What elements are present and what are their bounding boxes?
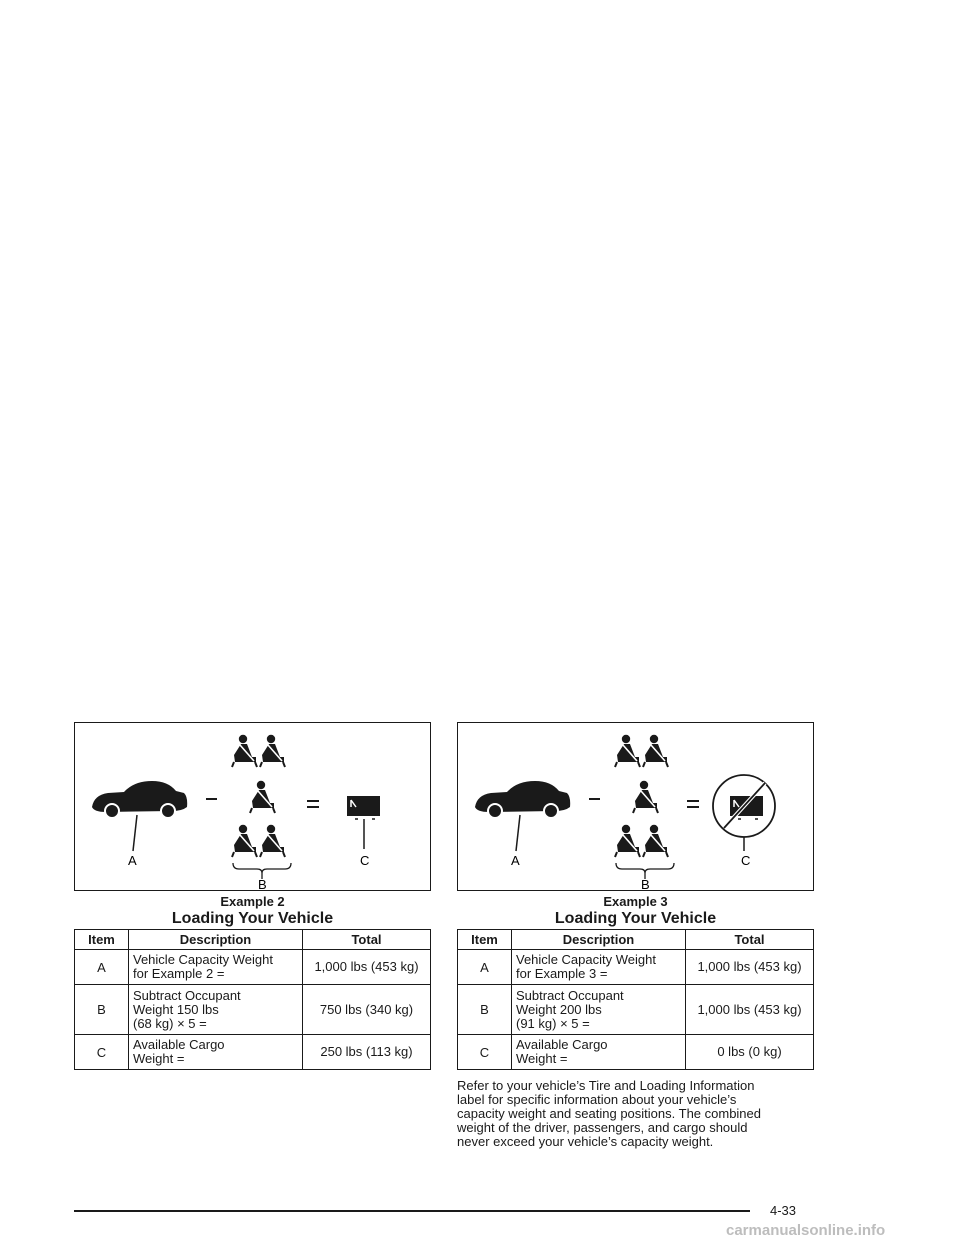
- item-cell: B: [458, 985, 512, 1035]
- occupant-icon: [232, 825, 257, 857]
- item-cell: A: [458, 950, 512, 985]
- item-cell: B: [75, 985, 129, 1035]
- car-icon: [475, 781, 570, 818]
- column-header-description: Description: [129, 930, 303, 950]
- figure-label-c: C: [741, 853, 751, 868]
- occupant-icon: [643, 825, 668, 857]
- description-cell: Subtract Occupant Weight 150 lbs (68 kg) × 5 =: [129, 985, 303, 1035]
- occupant-icon: [615, 735, 640, 767]
- occupant-icon: [643, 735, 668, 767]
- example-3-section: [457, 722, 814, 1149]
- occupant-icon: [633, 781, 658, 813]
- total-cell: 1,000 lbs (453 kg): [303, 950, 431, 985]
- table-row: [458, 1035, 814, 1070]
- table-row: [75, 1035, 431, 1070]
- total-cell: 750 lbs (340 kg): [303, 985, 431, 1035]
- column-header-item: Item: [75, 930, 129, 950]
- body-paragraph: Refer to your vehicle’s Tire and Loading Information label for specific information about your vehicle’s capacity weight and seating positions. The combined weight of the driver, passengers, and cargo should never exceed your vehicle’s capacity weight.: [457, 1078, 762, 1149]
- occupant-icon: [260, 825, 285, 857]
- occupant-icon: [250, 781, 275, 813]
- occupant-icon: [260, 735, 285, 767]
- page-number: 4-33: [770, 1203, 797, 1218]
- loading-diagram-3: [458, 723, 813, 890]
- example-2-title: Loading Your Vehicle: [171, 910, 334, 927]
- description-cell: Vehicle Capacity Weight for Example 3 =: [512, 950, 686, 985]
- figure-label-a: A: [128, 853, 137, 868]
- table-header-row: [75, 930, 431, 950]
- occupant-icon: [232, 735, 257, 767]
- example-2-table: [74, 929, 431, 1070]
- figure-label-b: B: [641, 877, 650, 890]
- example-2-label: Example 2: [220, 894, 285, 909]
- item-cell: A: [75, 950, 129, 985]
- table-row: [458, 950, 814, 985]
- column-header-total: Total: [686, 930, 814, 950]
- table-row: [75, 950, 431, 985]
- example-2-figure: [74, 722, 431, 891]
- occupant-icon: [615, 825, 640, 857]
- table-header-row: [458, 930, 814, 950]
- total-cell: 1,000 lbs (453 kg): [686, 985, 814, 1035]
- description-cell: Vehicle Capacity Weight for Example 2 =: [129, 950, 303, 985]
- item-cell: C: [75, 1035, 129, 1070]
- description-cell: Available Cargo Weight =: [129, 1035, 303, 1070]
- loading-diagram-2: [75, 723, 430, 890]
- table-row: [75, 985, 431, 1035]
- cargo-icon: [347, 796, 380, 816]
- column-header-total: Total: [303, 930, 431, 950]
- description-cell: Available Cargo Weight =: [512, 1035, 686, 1070]
- car-icon: [92, 781, 187, 818]
- total-cell: 250 lbs (113 kg): [303, 1035, 431, 1070]
- total-cell: 0 lbs (0 kg): [686, 1035, 814, 1070]
- watermark: carmanualsonline.info: [726, 1222, 886, 1239]
- example-2-section: [74, 722, 431, 1070]
- total-cell: 1,000 lbs (453 kg): [686, 950, 814, 985]
- footer-rule: [74, 1210, 750, 1212]
- description-cell: Subtract Occupant Weight 200 lbs (91 kg) × 5 =: [512, 985, 686, 1035]
- example-3-figure: [457, 722, 814, 891]
- figure-label-a: A: [511, 853, 520, 868]
- example-3-table: [457, 929, 814, 1070]
- figure-label-c: C: [360, 853, 370, 868]
- example-3-label: Example 3: [603, 894, 668, 909]
- column-header-item: Item: [458, 930, 512, 950]
- figure-label-b: B: [258, 877, 267, 890]
- table-row: [458, 985, 814, 1035]
- example-3-title: Loading Your Vehicle: [554, 910, 717, 927]
- column-header-description: Description: [512, 930, 686, 950]
- item-cell: C: [458, 1035, 512, 1070]
